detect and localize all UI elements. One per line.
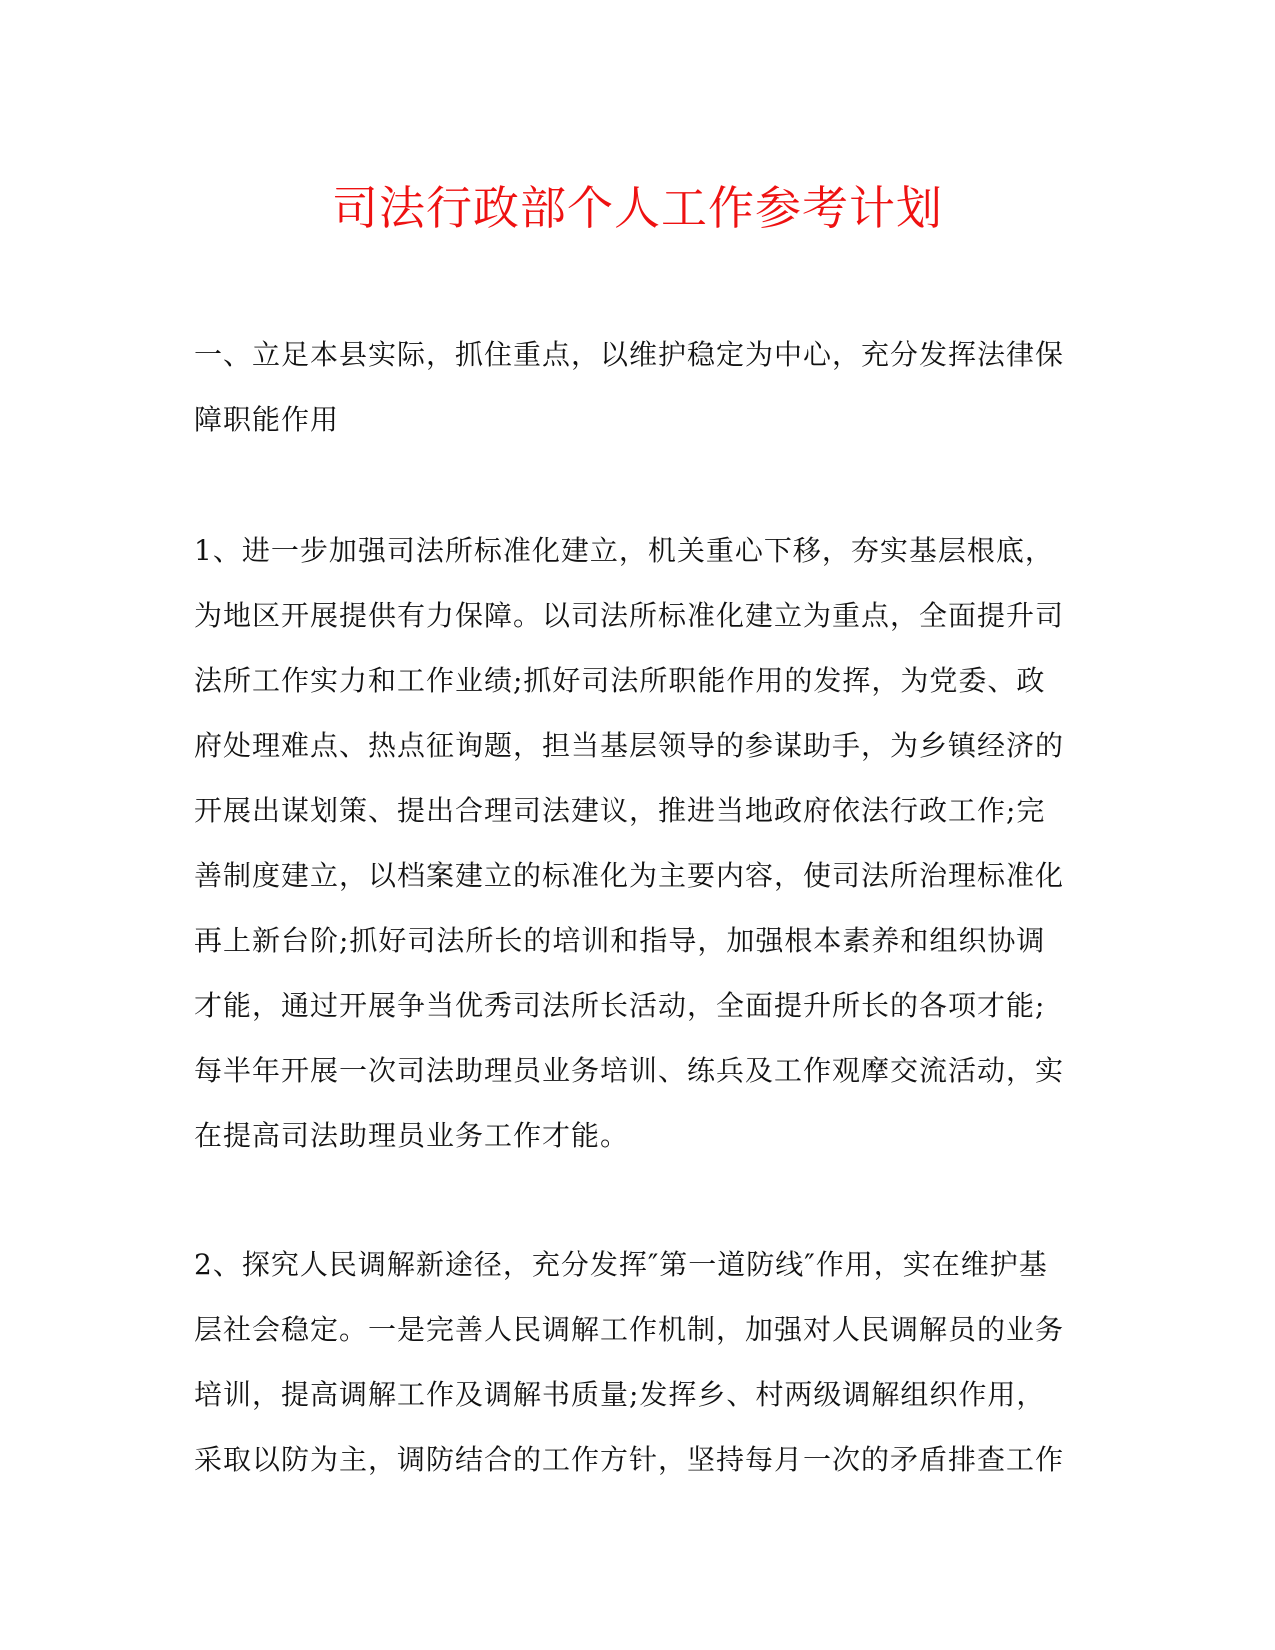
text-line: 采取以防为主，调防结合的工作方针，坚持每月一次的矛盾排查工作 <box>194 1443 1065 1476</box>
text-line: 培训，提高调解工作及调解书质量;发挥乡、村两级调解组织作用， <box>194 1378 1046 1411</box>
text-line: 一、立足本县实际，抓住重点，以维护稳定为中心，充分发挥法律保 <box>194 338 1065 371</box>
text-line: 再上新台阶;抓好司法所长的培训和指导，加强根本素养和组织协调 <box>194 924 1046 957</box>
document-title: 司法行政部个人工作参考计划 <box>332 181 943 235</box>
paragraph-1 <box>194 518 1074 1168</box>
text-line: 为地区开展提供有力保障。以司法所标准化建立为重点，全面提升司 <box>194 599 1065 632</box>
text-line: 开展出谋划策、提出合理司法建议，推进当地政府依法行政工作;完 <box>194 794 1046 827</box>
text-line: 每半年开展一次司法助理员业务培训、练兵及工作观摩交流活动，实 <box>194 1054 1065 1087</box>
text-line: 在提高司法助理员业务工作才能。 <box>194 1119 630 1152</box>
text-line: 2、探究人民调解新途径，充分发挥″第一道防线″作用，实在维护基 <box>194 1248 1048 1281</box>
text-line: 1、进一步加强司法所标准化建立，机关重心下移，夯实基层根底， <box>194 534 1054 567</box>
text-line: 府处理难点、热点征询题，担当基层领导的参谋助手，为乡镇经济的 <box>194 729 1065 762</box>
text-line: 层社会稳定。一是完善人民调解工作机制，加强对人民调解员的业务 <box>194 1313 1065 1346</box>
text-line: 才能，通过开展争当优秀司法所长活动，全面提升所长的各项才能; <box>194 989 1046 1022</box>
section-heading <box>194 322 1074 452</box>
text-line: 障职能作用 <box>194 403 340 436</box>
text-line: 法所工作实力和工作业绩;抓好司法所职能作用的发挥，为党委、政 <box>194 664 1046 697</box>
paragraph-2 <box>194 1232 1074 1492</box>
text-line: 善制度建立，以档案建立的标准化为主要内容，使司法所治理标准化 <box>194 859 1065 892</box>
